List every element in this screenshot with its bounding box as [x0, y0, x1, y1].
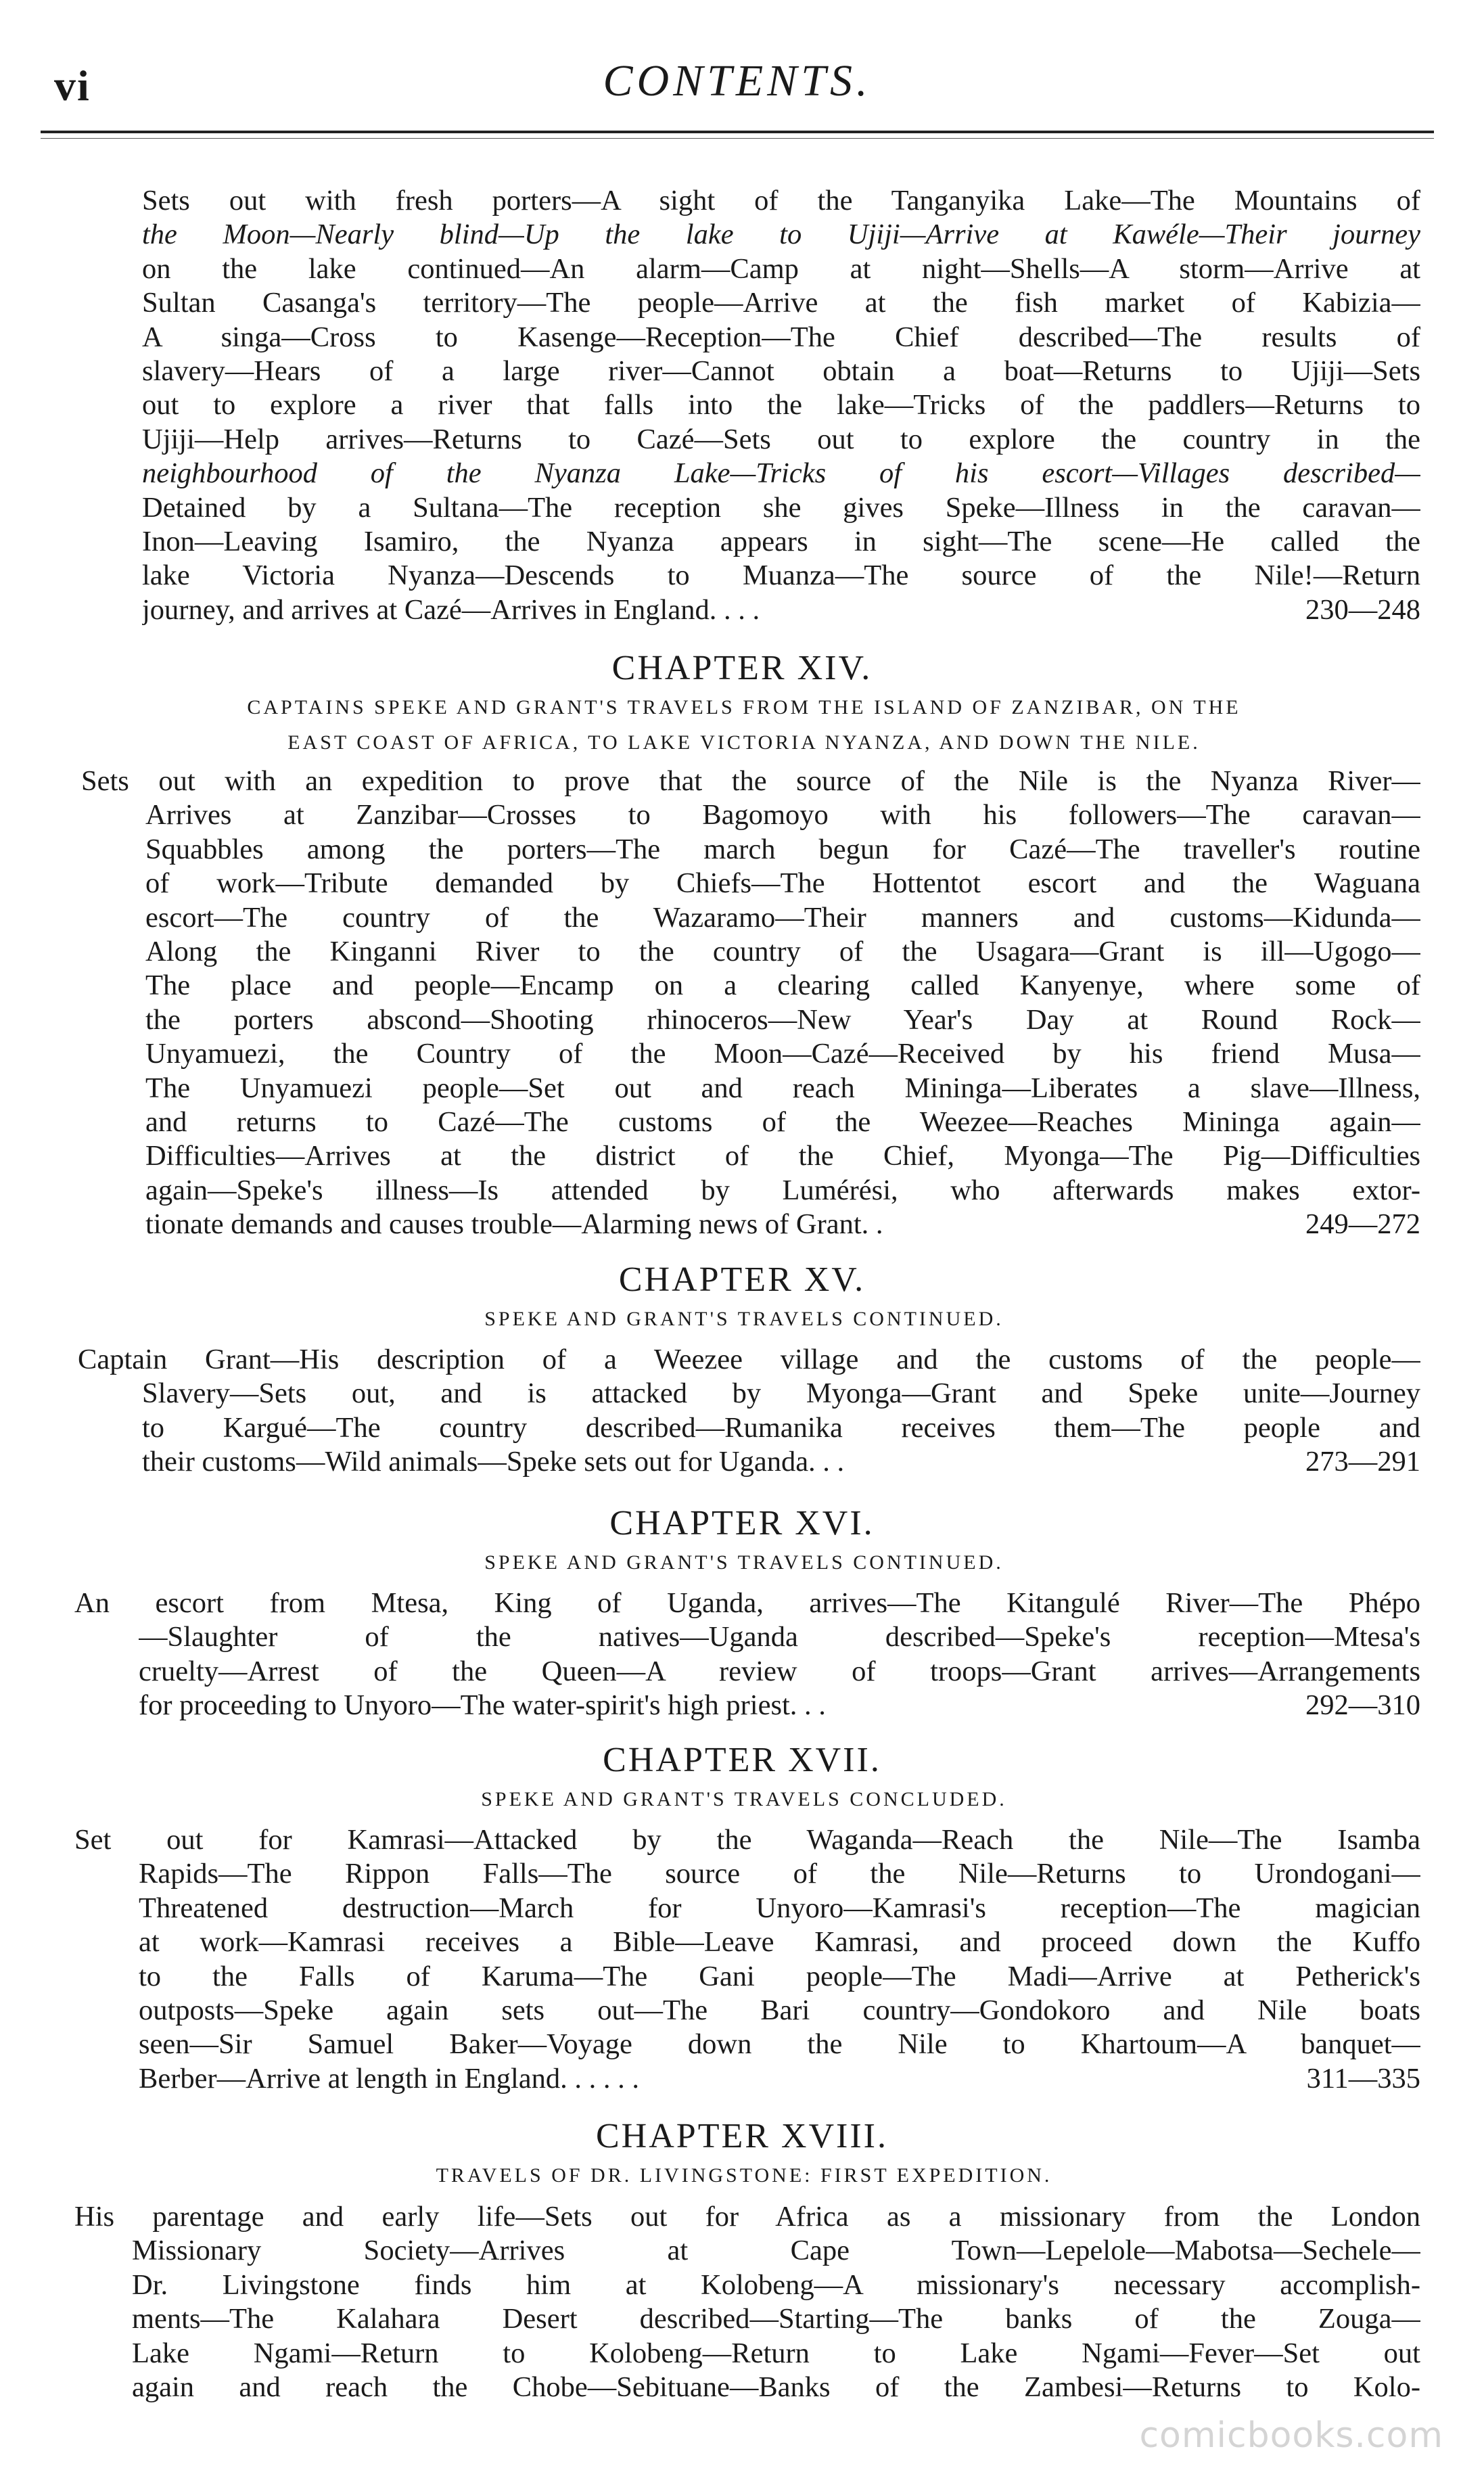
- entry-line: The Unyamuezi people—Set out and reach Mininga—Liberates a slave—Illness,: [145, 1072, 1420, 1104]
- page-range: 273—291: [1305, 1446, 1420, 1478]
- chapter-subtitle: SPEKE AND GRANT'S TRAVELS CONCLUDED.: [481, 1788, 1007, 1810]
- entry-line: neighbourhood of the Nyanza Lake—Tricks of his escort—Villages described—: [142, 457, 1420, 490]
- entry-line: the Moon—Nearly blind—Up the lake to Ujiji—Arrive at Kawéle—Their journey: [142, 219, 1420, 251]
- chapter-summary: [78, 1343, 1420, 1480]
- contents-entry-continued: [142, 184, 1420, 627]
- entry-line: Threatened destruction—March for Unyoro—Kamrasi's reception—The magician: [139, 1892, 1420, 1924]
- entry-line: Detained by a Sultana—The reception she gives Speke—Illness in the caravan—: [142, 491, 1420, 524]
- page-number: vi: [54, 62, 91, 110]
- entry-line: Set out for Kamrasi—Attacked by the Waganda—Reach the Nile—The Isamba: [74, 1824, 1420, 1856]
- page-title: CONTENTS.: [603, 56, 872, 106]
- entry-line: escort—The country of the Wazaramo—Their manners and customs—Kidunda—: [145, 901, 1420, 934]
- page-range: 249—272: [1305, 1208, 1420, 1241]
- entry-line: Dr. Livingstone finds him at Kolobeng—A missionary's necessary accomplish-: [132, 2268, 1420, 2301]
- entry-line: and returns to Cazé—The customs of the Weezee—Reaches Mininga again—: [145, 1106, 1420, 1139]
- page-range: 311—335: [1306, 2062, 1420, 2095]
- entry-line: out to explore a river that falls into the lake—Tricks of the paddlers—Returns to: [142, 389, 1420, 421]
- entry-line: His parentage and early life—Sets out for Africa as a missionary from the London: [74, 2201, 1420, 2233]
- chapter-heading: CHAPTER XV.: [618, 1260, 866, 1299]
- entry-line: of work—Tribute demanded by Chiefs—The Hottentot escort and the Waguana: [145, 867, 1420, 900]
- running-head: [54, 47, 1420, 122]
- chapter-heading: CHAPTER XVIII.: [596, 2117, 888, 2155]
- entry-line: again—Speke's illness—Is attended by Lumérési, who afterwards makes extor-: [145, 1174, 1420, 1206]
- entry-line: An escort from Mtesa, King of Uganda, arrives—The Kitangulé River—The Phépo: [74, 1587, 1420, 1619]
- chapter-summary: [74, 1823, 1420, 2096]
- entry-line: tionate demands and causes trouble—Alarming news of Grant. .: [145, 1208, 883, 1241]
- chapter-summary: [74, 2200, 1420, 2404]
- chapter-heading: CHAPTER XIV.: [611, 649, 873, 687]
- entry-line: Arrives at Zanzibar—Crosses to Bagomoyo with his followers—The caravan—: [145, 799, 1420, 831]
- chapter-summary: [74, 1586, 1420, 1723]
- entry-line: Lake Ngami—Return to Kolobeng—Return to Lake Ngami—Fever—Set out: [132, 2337, 1420, 2369]
- entry-line: A singa—Cross to Kasenge—Reception—The Chief described—The results of: [142, 321, 1420, 353]
- entry-line: again and reach the Chobe—Sebituane—Banks of the Zambesi—Returns to Kolo-: [132, 2371, 1420, 2404]
- entry-line: for proceeding to Unyoro—The water-spirit's high priest. . .: [139, 1689, 826, 1722]
- entry-line: at work—Kamrasi receives a Bible—Leave Kamrasi, and proceed down the Kuffo: [139, 1926, 1420, 1959]
- chapter-subtitle: CAPTAINS SPEKE AND GRANT'S TRAVELS FROM THE ISLAND OF ZANZIBAR, ON THE EAST COAST OF AFRICA, TO LAKE VICTORIA NYANZA, AND DOWN THE NILE.: [247, 696, 1241, 754]
- entry-line: journey, and arrives at Cazé—Arrives in England. . . .: [142, 593, 760, 626]
- entry-line: the porters abscond—Shooting rhinoceros—New Year's Day at Round Rock—: [145, 1003, 1420, 1036]
- watermark: comicbooks.com: [1139, 2415, 1443, 2456]
- entry-line: Sets out with an expedition to prove that the source of the Nile is the Nyanza River—: [81, 765, 1420, 797]
- entry-line: lake Victoria Nyanza—Descends to Muanza—The source of the Nile!—Return: [142, 559, 1420, 592]
- entry-line: on the lake continued—An alarm—Camp at night—Shells—A storm—Arrive at: [142, 252, 1420, 285]
- entry-line: Missionary Society—Arrives at Cape Town—Lepelole—Mabotsa—Sechele—: [132, 2235, 1420, 2267]
- entry-line: their customs—Wild animals—Speke sets out for Uganda. . .: [142, 1446, 845, 1478]
- entry-line: to the Falls of Karuma—The Gani people—The Madi—Arrive at Petherick's: [139, 1960, 1420, 1992]
- entry-line: cruelty—Arrest of the Queen—A review of troops—Grant arrives—Arrangements: [139, 1655, 1420, 1687]
- entry-line: slavery—Hears of a large river—Cannot obtain a boat—Returns to Ujiji—Sets: [142, 355, 1420, 388]
- entry-line: Inon—Leaving Isamiro, the Nyanza appears in sight—The scene—He called the: [142, 526, 1420, 558]
- header-rule: [41, 131, 1434, 133]
- chapter-heading: CHAPTER XVII.: [603, 1741, 881, 1779]
- entry-line: Squabbles among the porters—The march begun for Cazé—The traveller's routine: [145, 833, 1420, 865]
- chapter-heading: CHAPTER XVI.: [609, 1504, 875, 1542]
- entry-line: Sultan Casanga's territory—The people—Arrive at the fish market of Kabizia—: [142, 287, 1420, 319]
- entry-line: Unyamuezi, the Country of the Moon—Cazé—Received by his friend Musa—: [145, 1038, 1420, 1070]
- page-range: 230—248: [1305, 593, 1420, 626]
- entry-line: Rapids—The Rippon Falls—The source of the Nile—Returns to Urondogani—: [139, 1858, 1420, 1890]
- entry-line: outposts—Speke again sets out—The Bari country—Gondokoro and Nile boats: [139, 1994, 1420, 2027]
- entry-line: Difficulties—Arrives at the district of the Chief, Myonga—The Pig—Difficulties: [145, 1140, 1420, 1172]
- entry-line: ments—The Kalahara Desert described—Starting—The banks of the Zouga—: [132, 2303, 1420, 2335]
- chapter-subtitle: SPEKE AND GRANT'S TRAVELS CONTINUED.: [484, 1551, 1004, 1574]
- chapter-subtitle: SPEKE AND GRANT'S TRAVELS CONTINUED.: [484, 1308, 1004, 1330]
- entry-line: Sets out with fresh porters—A sight of the Tanganyika Lake—The Mountains of: [142, 185, 1420, 216]
- entry-line: to Kargué—The country described—Rumanika receives them—The people and: [142, 1411, 1420, 1444]
- entry-line: Captain Grant—His description of a Weezee village and the customs of the people—: [78, 1344, 1420, 1375]
- entry-line: seen—Sir Samuel Baker—Voyage down the Nile to Khartoum—A banquet—: [139, 2028, 1420, 2061]
- entry-line: —Slaughter of the natives—Uganda described—Speke's reception—Mtesa's: [139, 1621, 1420, 1653]
- chapter-subtitle: TRAVELS OF DR. LIVINGSTONE: FIRST EXPEDITION.: [436, 2164, 1052, 2187]
- entry-line: Berber—Arrive at length in England. . . . . .: [139, 2062, 640, 2095]
- entry-line: Slavery—Sets out, and is attacked by Myonga—Grant and Speke unite—Journey: [142, 1377, 1420, 1410]
- page-range: 292—310: [1305, 1689, 1420, 1722]
- entry-line: Along the Kinganni River to the country of the Usagara—Grant is ill—Ugogo—: [145, 936, 1420, 968]
- entry-line: The place and people—Encamp on a clearing called Kanyenye, where some of: [145, 969, 1420, 1002]
- chapter-summary: [81, 764, 1420, 1242]
- header-rule-thin: [41, 138, 1434, 139]
- entry-line: Ujiji—Help arrives—Returns to Cazé—Sets out to explore the country in the: [142, 423, 1420, 455]
